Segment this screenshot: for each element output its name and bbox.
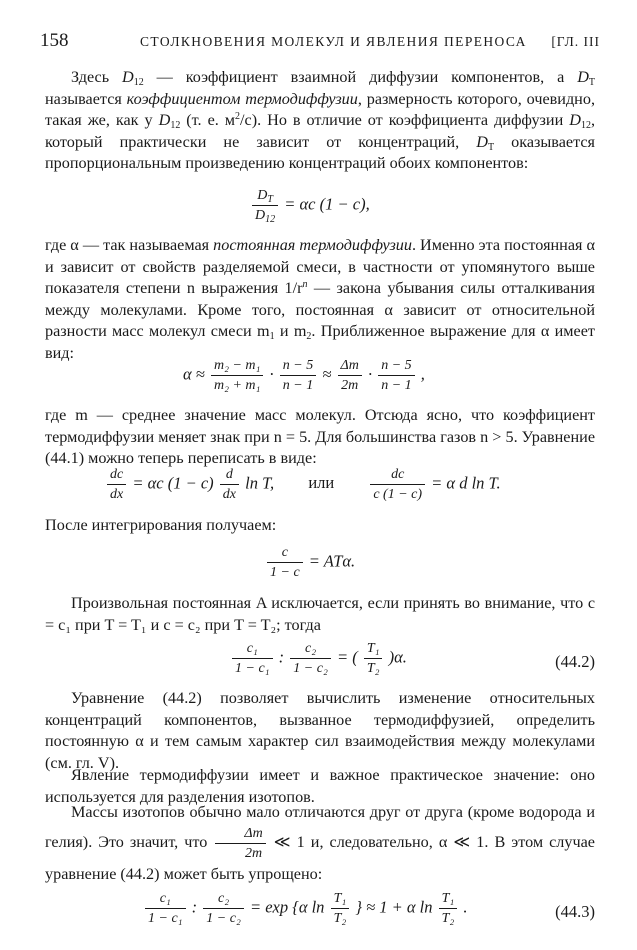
paragraph-4: После интегрирования получаем: — [45, 516, 277, 534]
page-number: 158 — [40, 30, 69, 51]
equation-number-44-2: (44.2) — [555, 652, 595, 671]
paragraph-6: Уравнение (44.2) позволяет вычислить изменение относительных концентраций компонентов, вызванное термодиффузией, определить постоянную α и тем самым характер сил взаимодействия между молекулами (см. гл. V). — [45, 689, 595, 772]
paragraph-8: Массы изотопов обычно мало отличаются друг от друга (кроме водорода и гелия). Это значит, что $\frac{\Delta m}{2m}$ ≪ 1 и, следовательно, α ≪ 1. В этом случае уравнение (44.2) может быть упрощено: — [45, 803, 595, 883]
equation-number-44-3: (44.3) — [555, 902, 595, 921]
term-thermodiffusion-coefficient: коэффициентом термодиффузии — [126, 89, 358, 108]
paragraph-1: Здесь $D_{12}$ — коэффициент взаимной диффузии компонентов, а $D_T$ называется коэффициентом термодиффузии, размерность которого, очевидно, такая же, как у $D_{12}$ (т. е. $м^2/с$). Но в отличие от коэффициента диффузии $D_{12}$, который практически не зависит от концентраций, $D_T$ оказывается пропорциональным произведению концентраций обоих компонентов: — [45, 68, 595, 173]
term-thermodiffusion-constant: постоянная термодиффузии — [213, 236, 412, 254]
paragraph-3: где m — среднее значение масс молекул. Отсюда ясно, что коэффициент термодиффузии меняет знак при n = 5. Для большинства газов n > 5. Уравнение (44.1) можно теперь переписать в виде: — [45, 406, 595, 468]
page-header — [40, 30, 600, 56]
paragraph-5: Произвольная постоянная A исключается, если принять во внимание, что c = c₁ при T = T₁ и c = c₂ при T = T₂; тогда — [45, 594, 595, 634]
chapter-label: [ГЛ. III — [551, 34, 600, 49]
running-title: СТОЛКНОВЕНИЯ МОЛЕКУЛ И ЯВЛЕНИЯ ПЕРЕНОСА — [140, 34, 527, 49]
paragraph-7: Явление термодиффузии имеет и важное практическое значение: оно используется для разделения изотопов. — [45, 766, 595, 806]
book-page: 158 СТОЛКНОВЕНИЯ МОЛЕКУЛ И ЯВЛЕНИЯ ПЕРЕНОСА [ГЛ. III Здесь $D_{12}$ — коэффициент взаимной диффузии компонентов, а $D_T$ называется коэффициентом термодиффузии, размерность которого, очевидно, такая же, как у $D_{12}$ (т. е. $м^2/с$). Но в отличие от коэффициента диффузии $D_{12}$, который практически не зависит от концентраций, $D_T$ оказывается пропорциональным произведению концентраций обоих компонентов: $\frac{D_T}{D_{12}}$ = αc (1 − c), где α — так называемая постоянная термодиффузии. Именно эта постоянная α и зависит от свойств разделяемой смеси, в частности от упомянутого выше показателя степени n выражения $1/r^n$ — закона убывания силы отталкивания между молекулами. Кроме того, постоянная α зависит от относительной разности масс молекул смеси $m_1$ и $m_2$. Приближенное выражение для α имеет вид: α ≈ $\frac{\text{m₂ − m₁}}{\text{m₂ + m₁}}$ · $\frac{n - 5}{n - 1}$ ≈ $\frac{\Delta m}{2m}$ · $\frac{n - 5}{n - 1}$ , где m — среднее значение масс молекул. Отсюда ясно, что коэффициент термодиффузии меняет знак при n = 5. Для большинства газов n > 5. Уравнение (44.1) можно теперь переписать в виде: $\frac{dc}{dx}$ = αc (1 − c) $\frac{d}{dx}$ ln T, или $\frac{dc}{c (1 - c)}$ = α d ln T. После интегрирования получаем: $\frac{c}{1 - c}$ = ATα. Произвольная постоянная A исключается, если принять во внимание, что c = c₁ при T = T₁ и c = c₂ при T = T₂; тогда $\frac{\text{c₁}}{\text{1 − c₁}}$ : $\frac{\text{c₂}}{\text{1 − c₂}}$ = ( $\frac{\text{T₁}}{\text{T₂}}$ )α. (44.2) Уравнение (44.2) позволяет вычислить изменение относительных концентраций компонентов, вызванное термодиффузией, определить постоянную α и тем самым характер сил взаимодействия между молекулами (см. гл. V). Явление термодиффузии имеет и важное практическое значение: оно используется для разделения изотопов. Массы изотопов обычно мало отличаются друг от друга (кроме водорода и гелия). Это значит, что $\frac{\Delta m}{2m}$ ≪ 1 и, следовательно, α ≪ 1. В этом случае уравнение (44.2) может быть упрощено: $\frac{\text{c₁}}{\text{1 − c₁}}$ : $\frac{\text{c₂}}{\text{1 − c₂}}$ = exp {α ln $\frac{\text{T₁}}{\text{T₂}}$ } ≈ 1 + α ln $\frac{\text{T₁}}{\text{T₂}}$ . (44.3) — [40, 30, 600, 926]
paragraph-2: где α — так называемая постоянная термодиффузии. Именно эта постоянная α и зависит от свойств разделяемой смеси, в частности от упомянутого выше показателя степени n выражения $1/r^n$ — закона убывания силы отталкивания между молекулами. Кроме того, постоянная α зависит от относительной разности масс молекул смеси $m_1$ и $m_2$. Приближенное выражение для α имеет вид: — [45, 236, 596, 362]
